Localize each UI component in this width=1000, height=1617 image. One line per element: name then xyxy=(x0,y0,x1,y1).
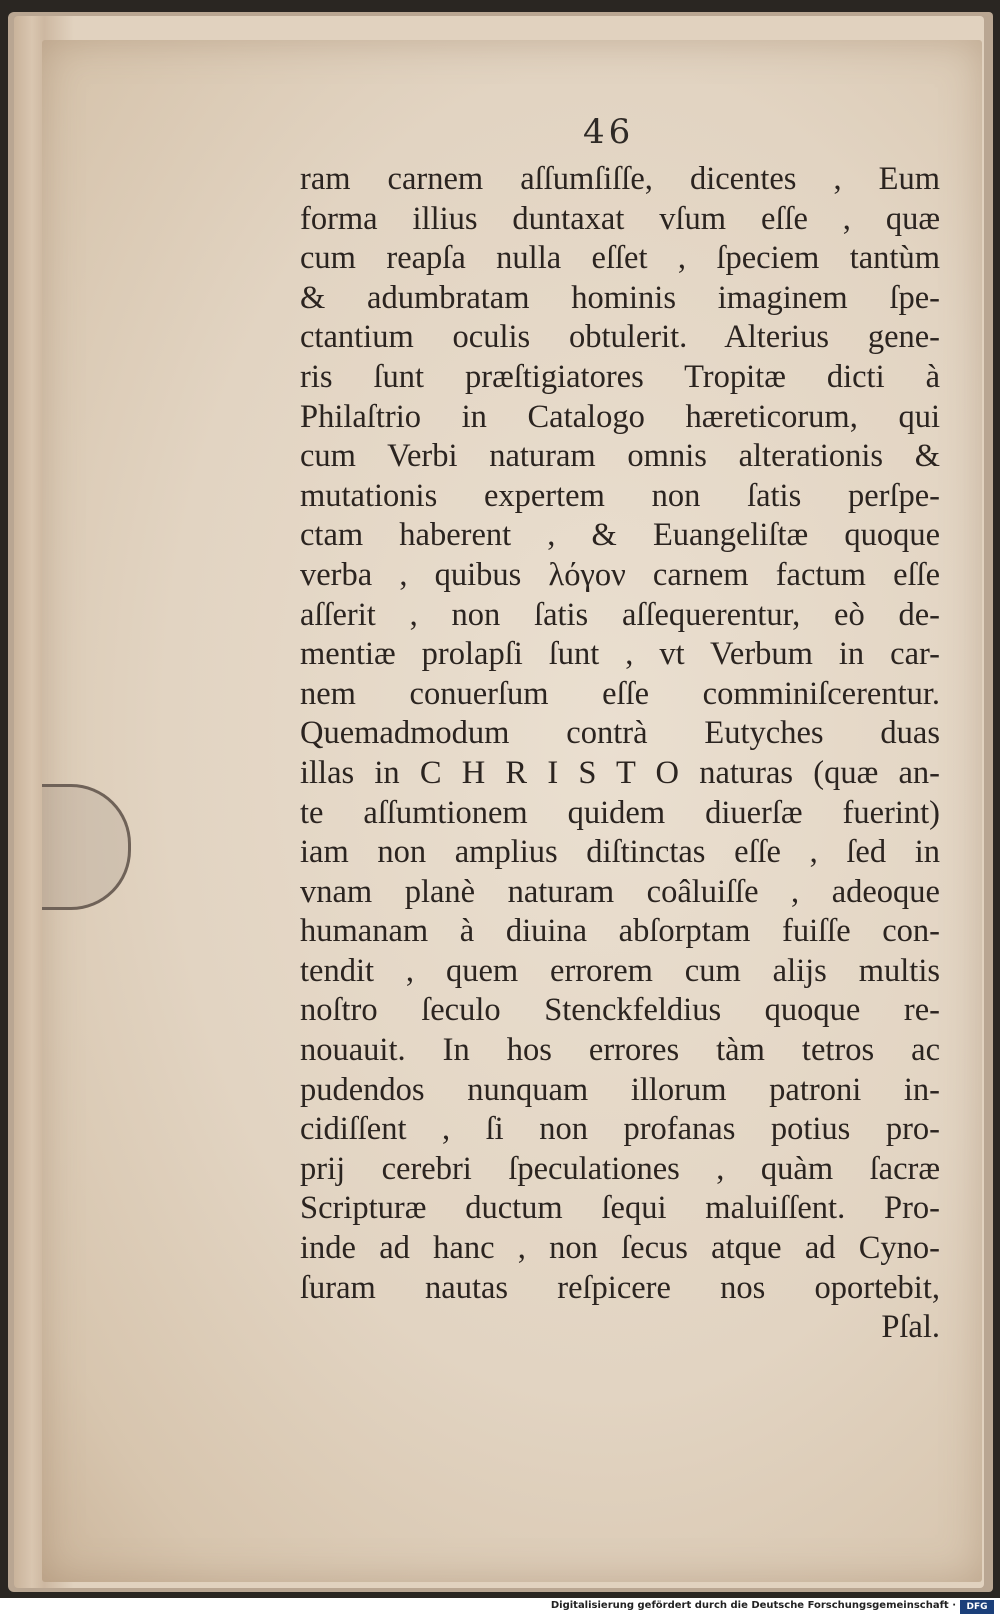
text-line: inde ad hanc , non ſecus atque ad Cyno- xyxy=(300,1230,940,1267)
footer-credit: Digitalisierung gefördert durch die Deutsche Forschungsgemeinschaft · xyxy=(550,1600,956,1611)
text-line: mutationis expertem non ſatis perſpe- xyxy=(300,477,940,514)
text-line: vnam planè naturam coâluiſſe , adeoque xyxy=(300,873,940,910)
text-line: pudendos nunquam illorum patroni in- xyxy=(300,1071,940,1108)
text-line: & adumbratam hominis imaginem ſpe- xyxy=(300,279,940,316)
page-number: 46 xyxy=(583,112,635,152)
text-line: ctam haberent , & Euangeliſtæ quoque xyxy=(300,517,940,554)
text-line: ſuram nautas reſpicere nos oportebit, xyxy=(300,1269,940,1306)
text-line: iam non amplius diſtinctas eſſe , ſed in xyxy=(300,834,940,871)
text-line: tendit , quem errorem cum alijs multis xyxy=(300,952,940,989)
text-line: ctantium oculis obtulerit. Alterius gene- xyxy=(300,319,940,356)
footer-bar xyxy=(0,1598,1000,1617)
text-line: humanam à diuina abſorptam fuiſſe con- xyxy=(300,913,940,950)
text-line: noſtro ſeculo Stenckfeldius quoque re- xyxy=(300,992,940,1029)
catchword: Pſal. xyxy=(881,1309,940,1346)
text-line: ris ſunt præſtigiatores Tropitæ dicti à xyxy=(300,358,940,395)
text-line: Scripturæ ductum ſequi maluiſſent. Pro- xyxy=(300,1190,940,1227)
text-line: cum Verbi naturam omnis alterationis & xyxy=(300,438,940,475)
text-line: verba , quibus λόγον carnem factum eſſe xyxy=(300,556,940,593)
text-line: Quemadmodum contrà Eutyches duas xyxy=(300,715,940,752)
text-block xyxy=(300,160,940,1348)
text-line: illas in C H R I S T O naturas (quæ an- xyxy=(300,754,940,791)
text-line: nouauit. In hos errores tàm tetros ac xyxy=(300,1032,940,1069)
text-line: nem conuerſum eſſe comminiſcerentur. xyxy=(300,675,940,712)
text-line: Philaſtrio in Catalogo hæreticorum, qui xyxy=(300,398,940,435)
text-line: aſſerit , non ſatis aſſequerentur, eò de- xyxy=(300,596,940,633)
page-clip xyxy=(42,784,131,910)
text-line: mentiæ prolapſi ſunt , vt Verbum in car- xyxy=(300,636,940,673)
text-line: ram carnem aſſumſiſſe, dicentes , Eum xyxy=(300,161,940,197)
text-line: prij cerebri ſpeculationes , quàm ſacræ xyxy=(300,1150,940,1187)
text-line: forma illius duntaxat vſum eſſe , quæ xyxy=(300,200,940,237)
text-line: te aſſumtionem quidem diuerſæ fuerint) xyxy=(300,794,940,831)
dfg-logo-icon: DFG xyxy=(960,1600,994,1614)
text-line: cidiſſent , ſi non profanas potius pro- xyxy=(300,1111,940,1148)
text-line: cum reapſa nulla eſſet , ſpeciem tantùm xyxy=(300,240,940,277)
